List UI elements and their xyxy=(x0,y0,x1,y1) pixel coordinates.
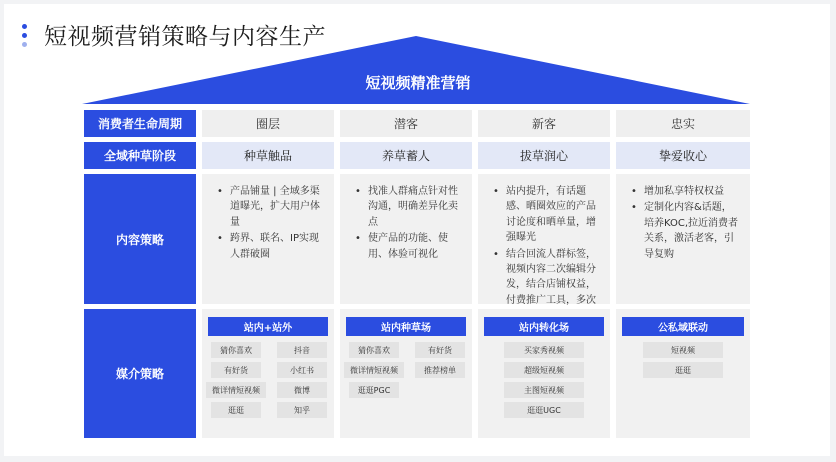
stage-cell: 拔草润心 xyxy=(478,142,610,169)
content-bullet: • 使产品的功能、使用、体验可视化 xyxy=(352,231,462,262)
stage-cell: 养草蓄人 xyxy=(340,142,472,169)
media-chip: 主图短视频 xyxy=(504,382,584,398)
content-bullet: • 产品铺量 | 全域多渠道曝光，扩大用户体量 xyxy=(214,184,324,230)
content-bullet: • 跨界、联名、IP实现人群破圈 xyxy=(214,231,324,262)
media-chip: 有好货 xyxy=(415,342,465,358)
media-chip: 抖音 xyxy=(277,342,327,358)
media-chip: 微详情短视频 xyxy=(344,362,404,378)
page-title: 短视频营销策略与内容生产 xyxy=(44,24,326,50)
content-cell xyxy=(616,174,750,304)
media-heading: 站内种草场 xyxy=(346,317,466,336)
media-cell xyxy=(478,309,610,438)
media-chip: 有好货 xyxy=(211,362,261,378)
row-header-lifecycle: 消费者生命周期 xyxy=(84,110,196,137)
media-chip: 短视频 xyxy=(643,342,723,358)
media-heading: 站内+站外 xyxy=(208,317,328,336)
content-cell xyxy=(340,174,472,304)
media-cell xyxy=(340,309,472,438)
media-heading: 站内转化场 xyxy=(484,317,604,336)
row-header-content: 内容策略 xyxy=(84,174,196,304)
media-chip: 买家秀视频 xyxy=(504,342,584,358)
lifecycle-cell: 新客 xyxy=(478,110,610,137)
lifecycle-cell: 忠实 xyxy=(616,110,750,137)
title-dots xyxy=(22,24,28,51)
media-chip: 逛逛 xyxy=(211,402,261,418)
media-cell xyxy=(202,309,334,438)
content-bullet: • 增加私享特权权益 xyxy=(628,184,740,199)
roof-title: 短视频精准营销 xyxy=(365,74,471,92)
content-cell xyxy=(478,174,610,304)
media-chip: 微详情短视频 xyxy=(206,382,266,398)
row-header-stage: 全域种草阶段 xyxy=(84,142,196,169)
media-chip: 猜你喜欢 xyxy=(211,342,261,358)
content-bullet: • 找准人群痛点针对性沟通，明确差异化卖点 xyxy=(352,184,462,230)
stage-cell: 种草触品 xyxy=(202,142,334,169)
content-bullet: • 站内提升，有话题感、晒圈效应的产品讨论度和晒单量，增强曝光 xyxy=(490,184,600,246)
lifecycle-cell: 圈层 xyxy=(202,110,334,137)
roof-shape xyxy=(82,34,750,104)
media-chip: 超级短视频 xyxy=(504,362,584,378)
media-chip: 微博 xyxy=(277,382,327,398)
media-chip: 逛逛UGC xyxy=(504,402,584,418)
media-chip: 推荐榜单 xyxy=(415,362,465,378)
media-cell xyxy=(616,309,750,438)
content-cell xyxy=(202,174,334,304)
media-chip: 知乎 xyxy=(277,402,327,418)
media-chip: 逛逛PGC xyxy=(349,382,399,398)
content-bullet: • 定制化内容&话题，培养KOC,拉近消费者关系，激活老客，引导复购 xyxy=(628,200,740,262)
lifecycle-cell: 潜客 xyxy=(340,110,472,137)
content-bullet: • 结合回流人群标签，视频内容二次编辑分发，结合店铺权益，付费推广工具，多次 xyxy=(490,247,600,339)
media-chip: 逛逛 xyxy=(643,362,723,378)
media-heading: 公私域联动 xyxy=(622,317,744,336)
row-header-media: 媒介策略 xyxy=(84,309,196,438)
media-chip: 猜你喜欢 xyxy=(349,342,399,358)
media-chip: 小红书 xyxy=(277,362,327,378)
stage-cell: 挚爱收心 xyxy=(616,142,750,169)
